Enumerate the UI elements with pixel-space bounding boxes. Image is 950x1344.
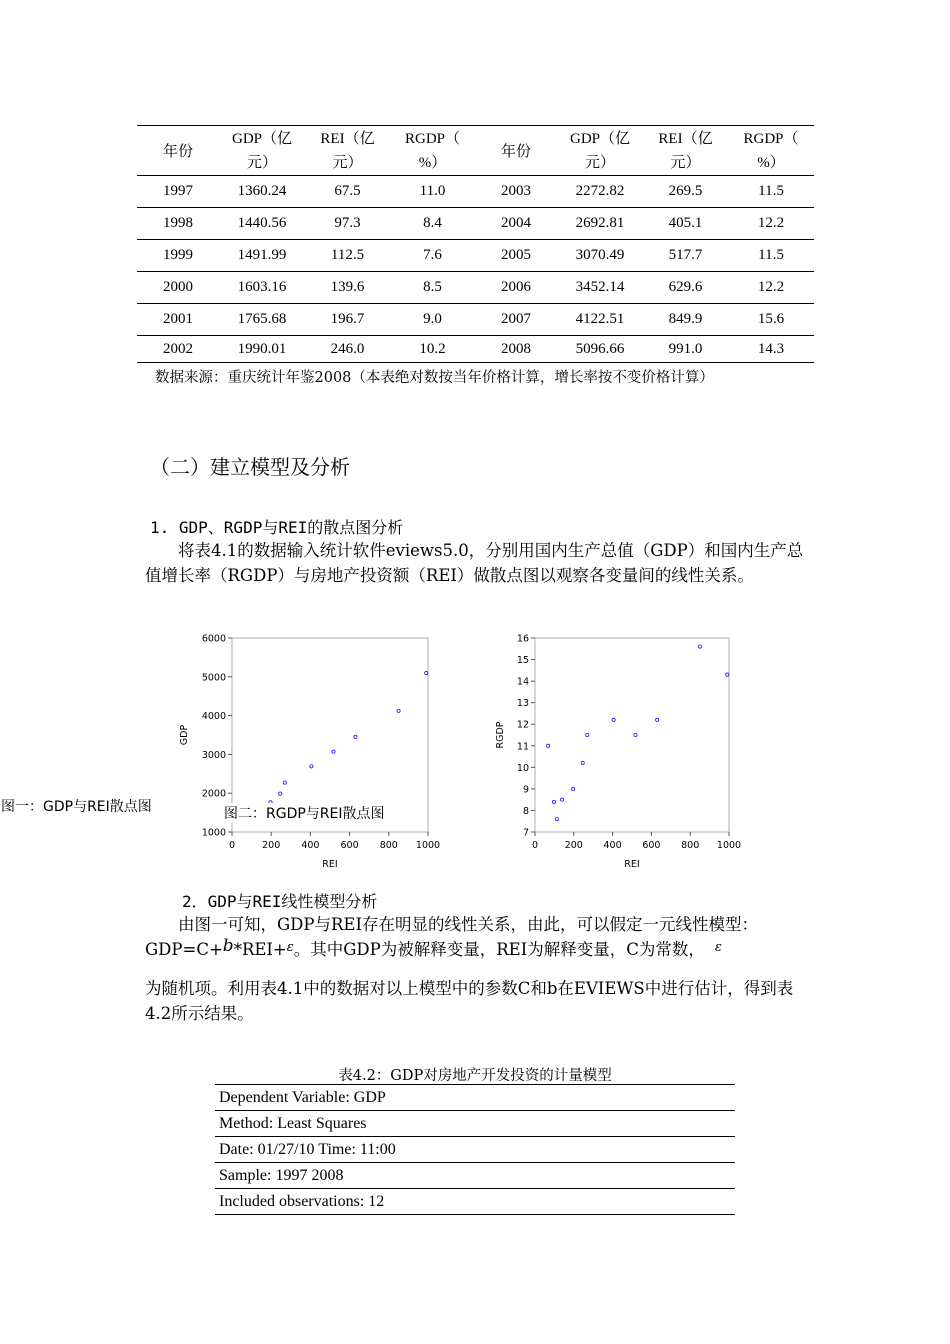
table-row [137,208,814,240]
table-cell: 1998 [163,215,193,231]
paragraph-text: 将表4.1的数据输入统计软件eviews5.0，分别用国内生产总值（GDP）和国内生产总值增长率（RGDP）与房地产投资额（REI）做散点图以观察各变量间的线性关系。 [145,541,804,585]
x-tick-label: 400 [603,840,622,851]
table-cell: 8.4 [423,215,442,231]
data-point [656,718,659,721]
paragraph-text: 由图一可知，GDP与REI存在明显的线性关系，由此，可以假定一元线性模型：GDP=C+b*REI+$^\varepsilon$。其中GDP为被解释变量，REI为解释变量，C为常数， $^\varepsilon$ [145,915,758,959]
x-tick-label: 0 [228,840,236,851]
table-row [215,1163,735,1189]
epsilon-symbol: ε [286,940,294,955]
table-cell: 246.0 [330,340,365,357]
table-cell: 2006 [501,279,531,295]
paragraph-text: 为随机项。利用表4.1中的数据对以上模型中的参数C和b在EVIEWS中进行估计，得到表4.2所示结果。 [145,979,794,1023]
table-cell: 269.5 [668,183,703,199]
table-cell: 1491.99 [237,247,287,263]
table-cell: 9.0 [423,311,442,327]
y-tick-label: 4000 [201,711,226,723]
x-tick-label: 400 [301,840,320,851]
x-tick-label: 800 [379,840,398,851]
table-row [137,176,814,208]
scatter-chart-rgdp-rei [492,628,750,873]
section-heading: （二）建立模型及分析 [150,455,350,479]
y-tick-label: 7 [522,827,529,839]
chart-points [546,645,728,821]
x-axis-label: REI [322,859,338,870]
table-cell: 12.2 [757,215,785,231]
table-cell: 3452.14 [575,279,625,295]
y-tick-label: 12 [516,719,529,731]
table-cell: Sample: 1997 2008 [215,1163,735,1189]
header-year: 年份 [162,144,193,160]
chart-axes [495,634,741,871]
table-cell: 15.6 [757,311,785,327]
table-cell: Dependent Variable: GDP [215,1085,735,1111]
data-point [397,709,400,712]
table-row [215,1111,735,1137]
scatter-chart-gdp-rei [170,628,460,873]
table-cell: 629.6 [668,279,703,295]
table-cell: 11.0 [419,183,446,199]
epsilon-symbol: ε [714,940,722,955]
header-gdp: GDP（亿 元） [569,130,630,171]
data-point [726,673,729,676]
x-axis-label: REI [624,859,640,870]
table-row [215,1137,735,1163]
data-point [354,735,357,738]
table-cell: 2003 [501,183,531,199]
table-header-row [137,126,814,176]
table-cell: 2692.81 [575,215,625,231]
header-rei: REI（亿 元） [320,130,375,171]
header-year: 年份 [500,144,531,160]
table-cell: 97.3 [334,215,361,231]
y-tick-label: 11 [516,741,529,753]
table-cell: Method: Least Squares [215,1111,735,1137]
data-point [612,718,615,721]
table-cell: 4122.51 [575,311,625,327]
x-tick-label: 600 [340,840,359,851]
table-cell: 67.5 [334,183,361,199]
y-tick-label: 13 [516,698,529,710]
table-cell: 112.5 [330,247,365,263]
y-tick-label: 1000 [201,827,226,839]
chart-points [244,671,428,819]
table-cell: 8.5 [423,279,442,295]
table-cell: Date: 01/27/10 Time: 11:00 [215,1137,735,1163]
table-row [137,240,814,272]
table-cell: 11.5 [758,183,784,199]
data-point [546,744,549,747]
paragraph-data-input [145,538,813,588]
table-4-2-caption: 表4.2：GDP对房地产开发投资的计量模型 [338,1068,612,1084]
x-tick-label: 1000 [415,840,441,851]
data-point [581,761,584,764]
y-tick-label: 2000 [201,788,226,800]
table-cell: 2004 [501,215,531,231]
table-cell: 849.9 [668,311,703,327]
table-row [215,1189,735,1215]
table-source-note: 数据来源：重庆统计年鉴2008（本表绝对数按当年价格计算，增长率按不变价格计算） [155,370,714,386]
table-cell: 2008 [501,340,531,357]
y-tick-label: 15 [516,655,529,667]
table-cell: 12.2 [757,279,785,295]
results-table-4-2 [215,1084,735,1215]
table-cell: 2272.82 [575,183,625,199]
table-cell: 3070.49 [575,247,625,263]
table-cell: 196.7 [330,311,365,327]
y-tick-label: 3000 [201,749,226,761]
subheading-linear-model: 2．GDP与REI线性模型分析 [182,892,378,911]
chart-caption-rgdp-rei: 图二：RGDP与REI散点图 [222,803,387,823]
table-cell: 14.3 [757,340,785,357]
data-point [555,817,558,820]
table-cell: 1997 [163,183,193,199]
table-cell: 991.0 [668,340,703,357]
table-cell: 5096.66 [575,340,625,357]
y-tick-label: 16 [516,633,529,645]
table-cell: 1603.16 [237,279,287,295]
chart-axes [179,634,440,871]
data-table-4-1 [137,125,814,363]
x-tick-label: 200 [262,840,281,851]
y-tick-label: 8 [522,805,529,817]
data-point [283,781,286,784]
table-cell: 10.2 [419,340,446,357]
table-row [137,304,814,336]
table-cell: 2001 [163,311,193,327]
x-tick-label: 0 [531,840,539,851]
y-tick-label: 14 [516,676,529,688]
table-cell: 517.7 [668,247,703,263]
table-row [137,272,814,304]
y-tick-label: 5000 [201,672,226,684]
header-rgdp: RGDP（ %） [743,130,799,171]
data-point [634,733,637,736]
b-symbol: b [222,936,234,956]
header-gdp: GDP（亿 元） [231,130,292,171]
table-cell: 1990.01 [237,340,287,357]
table-cell: 2007 [501,311,531,327]
table-cell: 2002 [163,340,193,357]
table-cell: 2005 [501,247,531,263]
table-row [137,336,814,363]
data-point [572,787,575,790]
table-cell: 1440.56 [237,215,287,231]
x-tick-label: 200 [564,840,583,851]
table-cell: 11.5 [758,247,784,263]
data-point [332,750,335,753]
data-point [310,765,313,768]
y-axis-label: GDP [179,724,190,746]
y-tick-label: 10 [516,762,529,774]
y-tick-label: 9 [522,784,529,796]
x-tick-label: 1000 [716,840,742,851]
table-cell: 1360.24 [237,183,287,199]
table-cell: 7.6 [423,247,442,263]
data-point [698,645,701,648]
header-rei: REI（亿 元） [658,130,713,171]
plot-frame [535,638,729,832]
y-axis-label: RGDP [495,721,506,749]
table-row [215,1085,735,1111]
data-point [279,792,282,795]
y-tick-label: 6000 [201,633,226,645]
table-cell: 1765.68 [237,311,287,327]
data-point [425,671,428,674]
x-tick-label: 800 [681,840,700,851]
table-cell: 405.1 [668,215,703,231]
table-cell: 2000 [163,279,193,295]
subheading-scatter-analysis: 1. GDP、RGDP与REI的散点图分析 [150,518,404,537]
data-point [586,733,589,736]
header-rgdp: RGDP（ %） [404,130,460,171]
chart-caption-gdp-rei: 图一：GDP与REI散点图 [1,796,152,816]
table-cell: 1999 [163,247,193,263]
paragraph-model [145,912,813,1026]
data-point [552,800,555,803]
table-cell: Included observations: 12 [215,1189,735,1215]
x-tick-label: 600 [642,840,661,851]
table-cell: 139.6 [330,279,365,295]
data-point [560,798,563,801]
